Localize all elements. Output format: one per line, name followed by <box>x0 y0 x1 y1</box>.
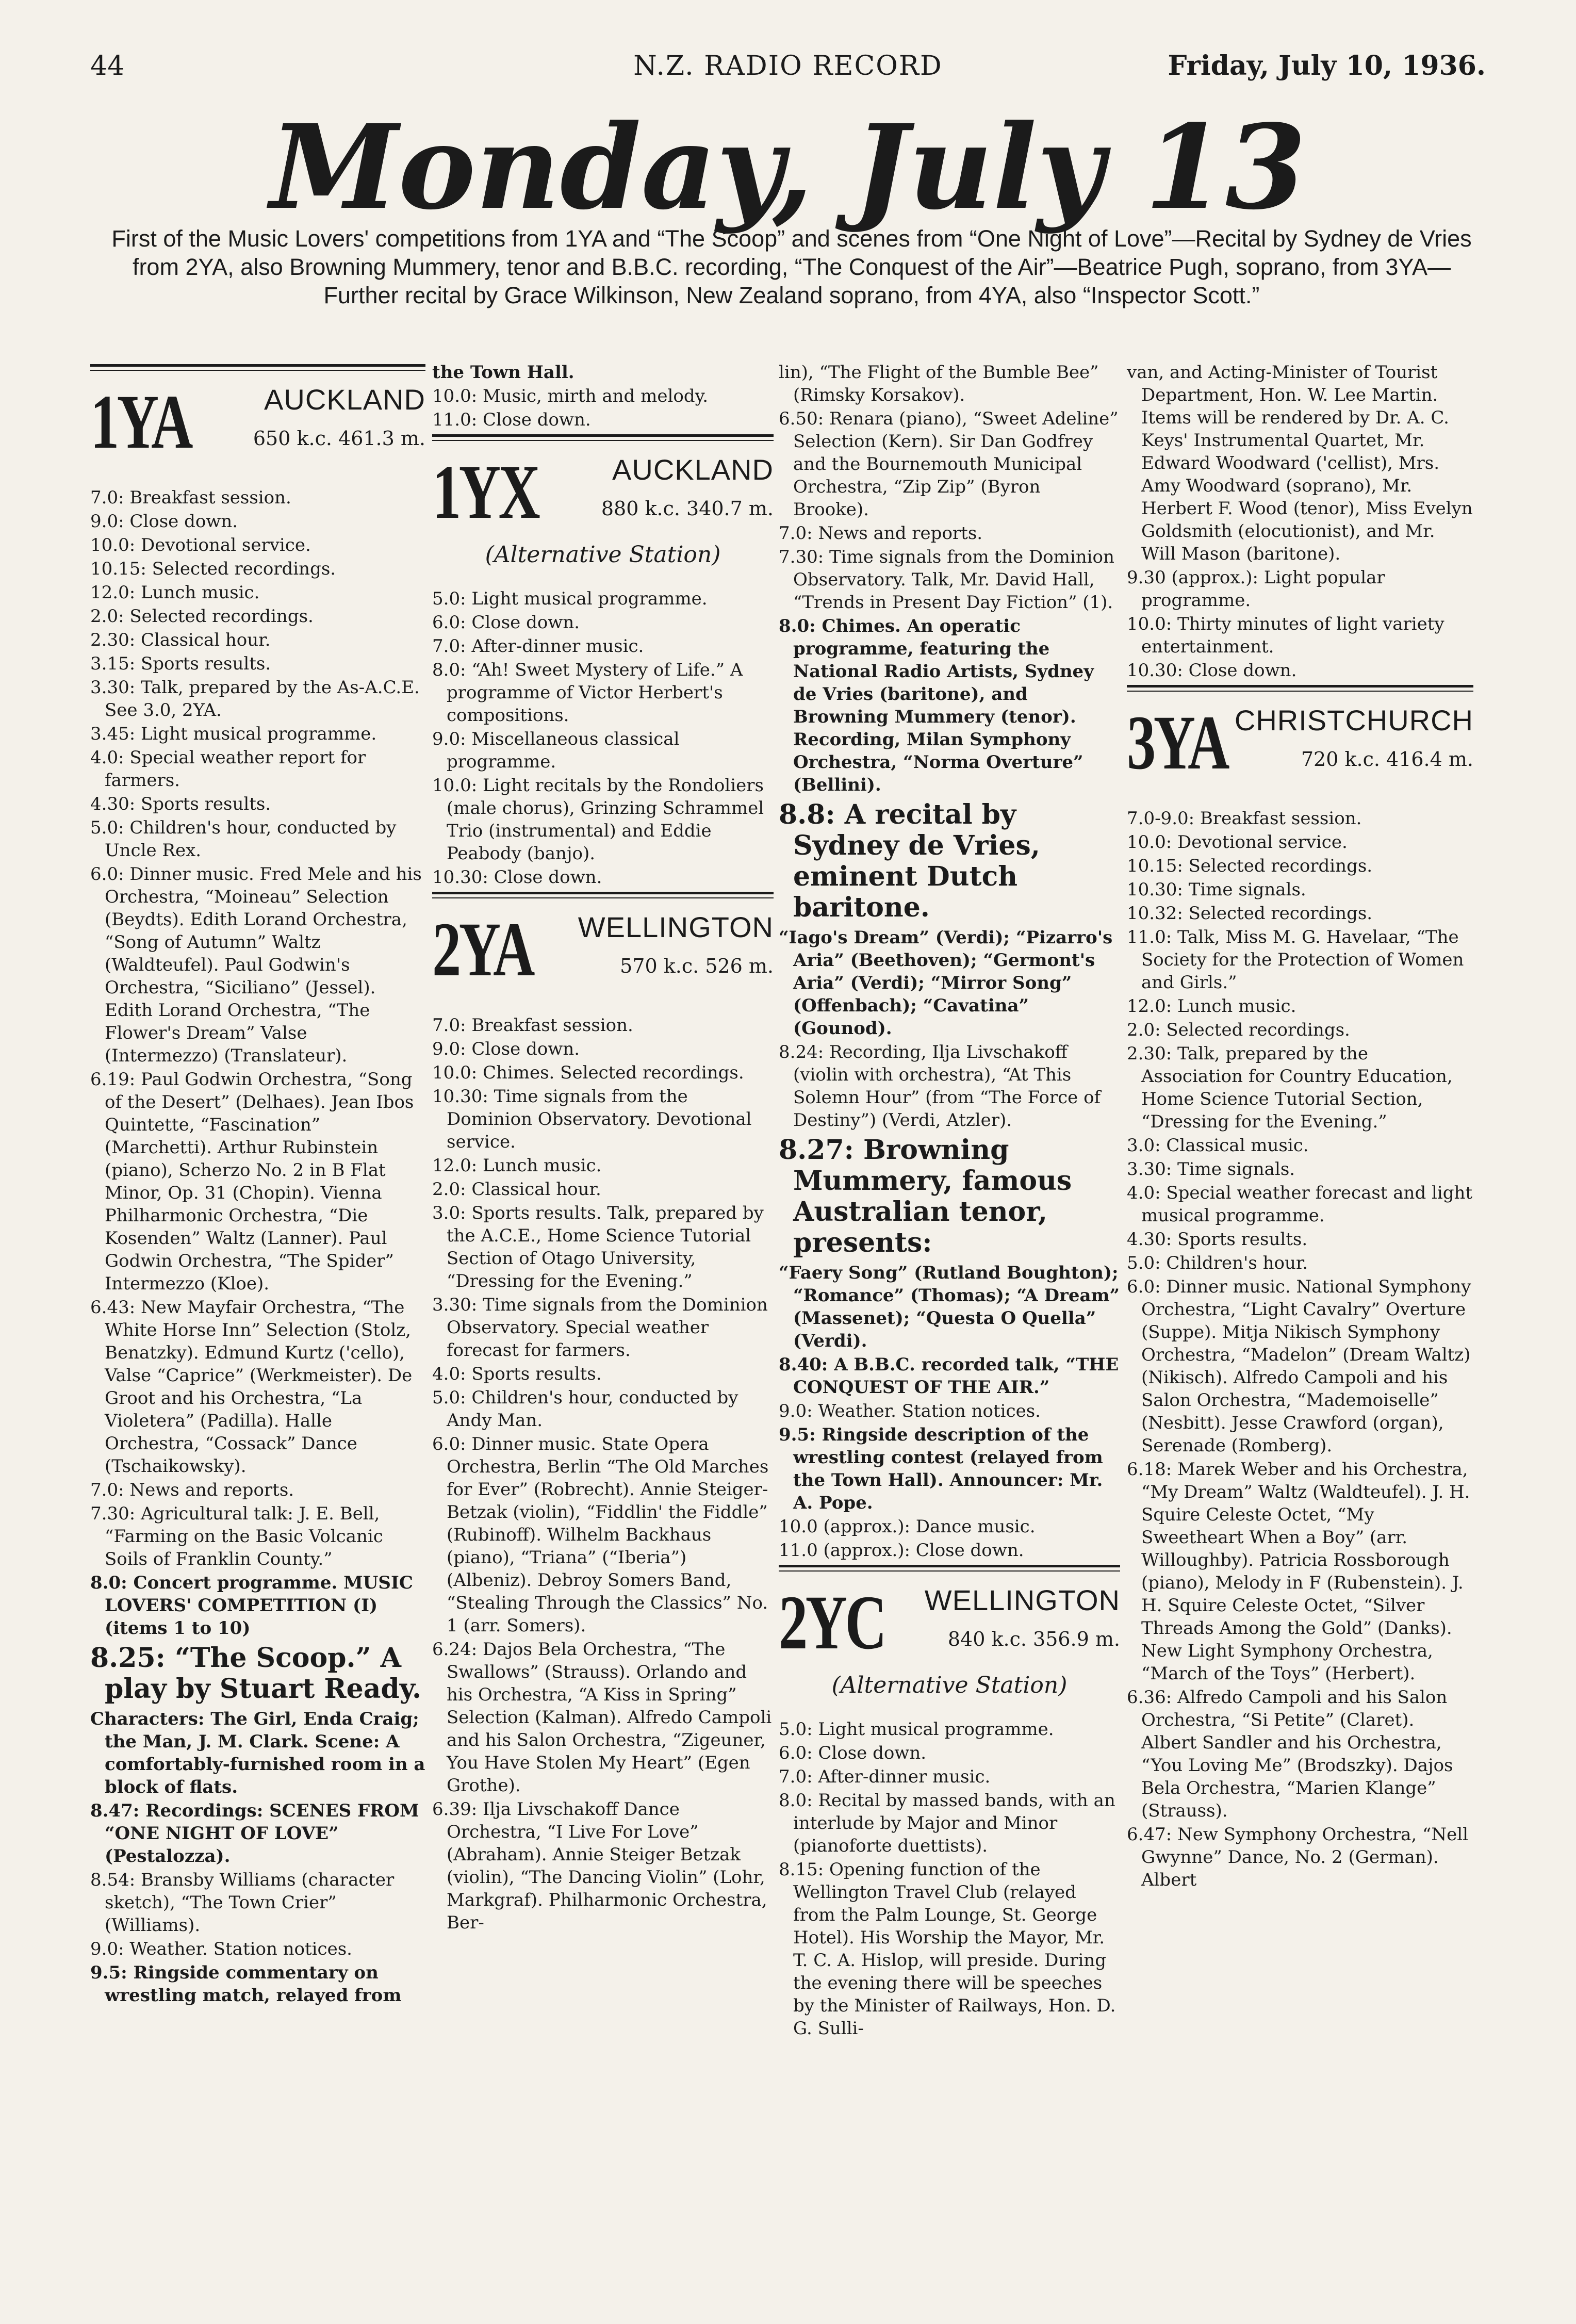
station-frequency: 840 k.c. 356.9 m. <box>947 1628 1120 1650</box>
programme-item: 7.0: Breakfast session. <box>90 487 291 508</box>
programme-item: 8.40: A B.B.C. recorded talk, “THE CONQUEST OF THE AIR.” <box>779 1354 1119 1398</box>
issue-date: Friday, July 10, 1936. <box>1168 50 1486 81</box>
programme-item: 9.0: Weather. Station notices. <box>90 1939 352 1959</box>
programme-item: 7.0-9.0: Breakfast session. <box>1127 808 1362 829</box>
programme-highlight: 8.25: “The Scoop.” A play by Stuart Ready. <box>90 1642 422 1705</box>
programme-item: 8.0: Recital by massed bands, with an interlude by Major and Minor (pianoforte duettists). <box>779 1790 1115 1856</box>
programme-list-3ya <box>1127 807 1473 1891</box>
programme-item: van, and Acting-Minister of Tourist Department, Hon. W. Lee Martin. Items will be rendered by Dr. A. C. Keys' Instrumental Quartet, Mr. Edward Woodward ('cellist), Mrs. Amy Woodward (soprano), Mr. Herbert F. Wood (tenor), Miss Evelyn Goldsmith (elocutionist), and Mr. Will Mason (baritone). <box>1127 362 1473 564</box>
programme-item: 4.0: Special weather report for farmers. <box>90 747 366 791</box>
station-header-3ya <box>1127 699 1473 787</box>
programme-item: 7.30: Agricultural talk: J. E. Bell, “Farming on the Basic Volcanic Soils of Franklin County.” <box>90 1503 383 1569</box>
alternative-station-label: (Alternative Station) <box>831 1672 1068 1698</box>
programme-item: Characters: The Girl, Enda Craig; the Man, J. M. Clark. Scene: A comfortably-furnished room in a block of flats. <box>90 1709 425 1797</box>
programme-item: 3.45: Light musical programme. <box>90 724 377 744</box>
station-header-2ya <box>432 906 774 993</box>
programme-item: 7.0: News and reports. <box>90 1480 294 1500</box>
programme-item: 8.15: Opening function of the Wellington Travel Club (relayed from the Palm Lounge, St. George Hotel). His Worship the Mayor, Mr. T. C. A. Hislop, will preside. During the evening there will be speeches by the Minister of Railways, Hon. D. G. Sulli- <box>779 1859 1116 2039</box>
programme-item: 6.47: New Symphony Orchestra, “Nell Gwynne” Dance, No. 2 (German). Albert <box>1127 1824 1468 1890</box>
programme-item: 3.0: Classical music. <box>1127 1135 1309 1156</box>
station-call-sign: 1YA <box>90 379 191 465</box>
programme-item: 12.0: Lunch music. <box>432 1155 602 1176</box>
programme-item: 10.30: Time signals. <box>1127 879 1306 900</box>
programme-item: 8.24: Recording, Ilja Livschakoff (violin with orchestra), “At This Solemn Hour” (from “The Force of Destiny”) (Verdi, Atzler). <box>779 1042 1101 1131</box>
station-frequency: 650 k.c. 461.3 m. <box>253 427 425 450</box>
programme-item: 10.15: Selected recordings. <box>90 559 336 579</box>
programme-item: 9.0: Close down. <box>90 511 238 532</box>
programme-item: 6.0: Dinner music. Fred Mele and his Orchestra, “Moineau” Selection (Beydts). Edith Lorand Orchestra, “Song of Autumn” Waltz (Waldteufel). Paul Godwin's Orchestra, “Siciliano” (Jessel). Edith Lorand Orchestra, “The Flower's Dream” Valse (Intermezzo) (Translateur). <box>90 864 422 1066</box>
programme-item: 4.0: Special weather forecast and light musical programme. <box>1127 1183 1473 1226</box>
station-header-2yc <box>779 1579 1120 1697</box>
station-call-sign: 2YC <box>779 1580 885 1665</box>
column-1 <box>90 361 425 2008</box>
programme-item: 6.39: Ilja Livschakoff Dance Orchestra, “I Live For Love” (Abraham). Annie Steiger Betzak (violin), “The Dancing Violin” (Lohr, Markgraf). Philharmonic Orchestra, Ber- <box>432 1799 767 1933</box>
programme-item: 12.0: Lunch music. <box>90 582 260 603</box>
programme-item: 10.0: Thirty minutes of light variety entertainment. <box>1127 614 1444 657</box>
station-header-1ya <box>90 378 425 466</box>
station-rule <box>432 434 774 441</box>
station-rule <box>90 364 425 371</box>
programme-item: 2.30: Talk, prepared by the Association for Country Education, Home Science Tutorial Section, “Dressing for the Evening.” <box>1127 1043 1453 1132</box>
programme-item: 2.0: Classical hour. <box>432 1179 601 1200</box>
programme-highlight: 8.8: A recital by Sydney de Vries, eminent Dutch baritone. <box>779 799 1040 923</box>
programme-item: 7.0: After-dinner music. <box>779 1766 991 1787</box>
programme-item: 5.0: Light musical programme. <box>432 588 708 609</box>
station-frequency: 570 k.c. 526 m. <box>620 955 774 977</box>
station-header-1yx <box>432 448 774 567</box>
programme-item: 5.0: Children's hour. <box>1127 1253 1308 1273</box>
programme-item: 3.0: Sports results. Talk, prepared by the A.C.E., Home Science Tutorial Section of Otago University, “Dressing for the Evening.” <box>432 1203 764 1291</box>
programme-item: 4.0: Sports results. <box>432 1364 602 1384</box>
station-frequency: 720 k.c. 416.4 m. <box>1301 748 1473 771</box>
programme-item: 10.0: Chimes. Selected recordings. <box>432 1062 744 1083</box>
programme-item: 6.0: Dinner music. State Opera Orchestra, Berlin “The Old Marches for Ever” (Robrecht). Annie Steiger-Betzak (violin), “Fiddlin' the Fiddle” (Rubinoff). Wilhelm Backhaus (piano), “Triana” (“Iberia”) (Albeniz). Debroy Somers Band, “Stealing Through the Classics” No. 1 (arr. Somers). <box>432 1434 769 1636</box>
programme-item: 10.15: Selected recordings. <box>1127 856 1373 876</box>
programme-item: “Iago's Dream” (Verdi); “Pizarro's Aria” (Beethoven); “Germont's Aria” (Verdi); “Mirror Song” (Offenbach); “Cavatina” (Gounod). <box>779 927 1113 1039</box>
programme-item: 6.50: Renara (piano), “Sweet Adeline” Selection (Kern). Sir Dan Godfrey and the Bournemouth Municipal Orchestra, “Zip Zip” (Byron Brooke). <box>779 408 1119 520</box>
programme-item: 12.0: Lunch music. <box>1127 996 1296 1017</box>
programme-list-2yc <box>779 1718 1120 2040</box>
programme-item: 6.36: Alfredo Campoli and his Salon Orchestra, “Si Petite” (Claret). Albert Sandler and his Orchestra, “You Loving Me” (Brodszky). Dajos Bela Orchestra, “Marien Klange” (Strauss). <box>1127 1687 1453 1821</box>
programme-item: 7.0: Breakfast session. <box>432 1015 633 1036</box>
programme-item: 2.0: Selected recordings. <box>1127 1020 1350 1040</box>
station-frequency: 880 k.c. 340.7 m. <box>601 497 774 520</box>
publication-name: N.Z. RADIO RECORD <box>633 51 943 81</box>
programme-item: 8.0: Concert programme. MUSIC LOVERS' COMPETITION (I) (items 1 to 10) <box>90 1573 413 1639</box>
station-rule <box>779 1565 1120 1572</box>
programme-item: 9.5: Ringside commentary on wrestling match, relayed from <box>90 1962 402 2006</box>
programme-item: 4.30: Sports results. <box>90 794 271 814</box>
programme-item: 10.30: Time signals from the Dominion Observatory. Devotional service. <box>432 1086 752 1152</box>
station-rule <box>432 892 774 898</box>
programme-item: 2.0: Selected recordings. <box>90 606 314 627</box>
programme-item: 6.18: Marek Weber and his Orchestra, “My Dream” Waltz (Waldteufel). J. H. Squire Celeste Octet, “My Sweetheart When a Boy” (arr. Willoughby). Patricia Rossborough (piano), Melody in F (Rubenstein). J. H. Squire Celeste Octet, “Silver Threads Among the Gold” (Danks). New Light Symphony Orchestra, “March of the Toys” (Herbert). <box>1127 1459 1470 1684</box>
page-number: 44 <box>90 51 125 81</box>
programme-list-2ya-continued <box>779 361 1120 1562</box>
programme-item: 10.0: Devotional service. <box>90 535 311 555</box>
station-call-sign: 1YX <box>432 449 538 535</box>
station-city: WELLINGTON <box>578 911 774 943</box>
station-city: AUCKLAND <box>612 453 774 486</box>
programme-item: 9.5: Ringside description of the wrestling contest (relayed from the Town Hall). Announcer: Mr. A. Pope. <box>779 1425 1103 1513</box>
station-rule <box>1127 685 1473 692</box>
programme-item: 10.32: Selected recordings. <box>1127 903 1373 924</box>
programme-item: 9.0: Miscellaneous classical programme. <box>432 729 680 772</box>
column-4 <box>1127 361 1473 1892</box>
programme-item: the Town Hall. <box>432 362 574 383</box>
programme-item: 11.0: Close down. <box>432 410 591 430</box>
column-3 <box>779 361 1120 2041</box>
programme-item: 9.0: Weather. Station notices. <box>779 1401 1041 1421</box>
programme-item: 6.0: Close down. <box>779 1743 927 1763</box>
programme-item: 8.54: Bransby Williams (character sketch), “The Town Crier” (Williams). <box>90 1870 395 1936</box>
programme-item: 8.0: “Ah! Sweet Mystery of Life.” A programme of Victor Herbert's compositions. <box>432 660 743 726</box>
station-city: AUCKLAND <box>264 383 425 416</box>
programme-item: lin), “The Flight of the Bumble Bee” (Rimsky Korsakov). <box>779 362 1099 405</box>
programme-list-1yx <box>432 587 774 889</box>
programme-highlight: 8.27: Browning Mummery, famous Australian tenor, presents: <box>779 1134 1072 1258</box>
station-city: WELLINGTON <box>924 1584 1120 1616</box>
station-call-sign: 3YA <box>1127 700 1227 785</box>
programme-item: 9.0: Close down. <box>432 1039 580 1059</box>
programme-item: 6.0: Close down. <box>432 612 580 633</box>
programme-item: 10.0: Devotional service. <box>1127 832 1348 853</box>
programme-item: 4.30: Sports results. <box>1127 1229 1308 1250</box>
programme-item: 10.30: Close down. <box>432 867 602 888</box>
programme-list-2ya <box>432 1014 774 1934</box>
page-title: Monday, July 13 <box>270 100 1306 236</box>
programme-item: 7.30: Time signals from the Dominion Observatory. Talk, Mr. David Hall, “Trends in Present Day Fiction” (1). <box>779 547 1114 613</box>
programme-item: 9.30 (approx.): Light popular programme. <box>1127 567 1385 611</box>
programme-item: 10.0 (approx.): Dance music. <box>779 1516 1036 1537</box>
programme-item: 5.0: Children's hour, conducted by Andy Man. <box>432 1387 738 1431</box>
programme-item: 6.43: New Mayfair Orchestra, “The White Horse Inn” Selection (Stolz, Benatzky). Edmund Kurtz ('cello), Valse “Caprice” (Werkmeister). De Groot and his Orchestra, “La Violetera” (Padilla). Halle Orchestra, “Cossack” Dance (Tschaikowsky). <box>90 1297 413 1477</box>
programme-item: 3.30: Talk, prepared by the As-A.C.E. See 3.0, 2YA. <box>90 677 420 721</box>
programme-item: 8.47: Recordings: SCENES FROM “ONE NIGHT OF LOVE” (Pestalozza). <box>90 1801 419 1867</box>
programme-item: 7.0: News and reports. <box>779 523 983 544</box>
programme-item: 6.24: Dajos Bela Orchestra, “The Swallows” (Strauss). Orlando and his Orchestra, “A Kiss in Spring” Selection (Kalman). Alfredo Campoli and his Salon Orchestra, “Zigeuner, You Have Stolen My Heart” (Egen Grothe). <box>432 1639 772 1796</box>
programme-item: “Faery Song” (Rutland Boughton); “Romance” (Thomas); “A Dream” (Massenet); “Questa O Quella” (Verdi). <box>779 1263 1120 1351</box>
programme-item: 6.0: Dinner music. National Symphony Orchestra, “Light Cavalry” Overture (Suppe). Mitja Nikisch Symphony Orchestra, “Madelon” (Dream Waltz) (Nikisch). Alfredo Campoli and his Salon Orchestra, “Mademoiselle” (Nesbitt). Jesse Crawford (organ), Serenade (Romberg). <box>1127 1276 1471 1456</box>
programme-item: 5.0: Children's hour, conducted by Uncle Rex. <box>90 817 397 861</box>
station-call-sign: 2YA <box>432 907 533 992</box>
programme-item: 3.30: Time signals from the Dominion Observatory. Special weather forecast for farmers. <box>432 1295 768 1361</box>
programme-item: 10.30: Close down. <box>1127 660 1297 681</box>
programme-item: 10.0: Music, mirth and melody. <box>432 386 709 406</box>
programme-item: 6.19: Paul Godwin Orchestra, “Song of the Desert” (Delhaes). Jean Ibos Quintette, “Fascination” (Marchetti). Arthur Rubinstein (piano), Scherzo No. 2 in B Flat Minor, Op. 31 (Chopin). Vienna Philharmonic Orchestra, “Die Kosenden” Waltz (Lanner). Paul Godwin Orchestra, “The Spider” Intermezzo (Kloe). <box>90 1069 414 1294</box>
programme-item: 3.30: Time signals. <box>1127 1159 1295 1180</box>
alternative-station-label: (Alternative Station) <box>485 542 721 568</box>
programme-item: 10.0: Light recitals by the Rondoliers (male chorus), Grinzing Schrammel Trio (instrumental) and Eddie Peabody (banjo). <box>432 775 764 864</box>
programme-item: 7.0: After-dinner music. <box>432 636 644 657</box>
programme-list-1ya-continued <box>432 361 774 431</box>
lead-summary: First of the Music Lovers' competitions from 1YA and “The Scoop” and scenes from “One Night of Love”—Recital by Sydney de Vries from 2YA, also Browning Mummery, tenor and B.B.C. recording, “The Conquest of the Air”—Beatrice Pugh, soprano, from 3YA—Further recital by Grace Wilkinson, New Zealand soprano, from 4YA, also “Inspector Scott.” <box>111 225 1472 308</box>
programme-item: 3.15: Sports results. <box>90 653 271 674</box>
programme-item: 11.0: Talk, Miss M. G. Havelaar, “The Society for the Protection of Women and Girls.” <box>1127 927 1464 993</box>
programme-item: 5.0: Light musical programme. <box>779 1719 1054 1740</box>
column-2 <box>432 361 774 1935</box>
programme-item: 2.30: Classical hour. <box>90 630 271 650</box>
programme-list-1ya <box>90 486 425 2007</box>
programme-list-2yc-continued <box>1127 361 1473 682</box>
programme-item: 11.0 (approx.): Close down. <box>779 1540 1024 1561</box>
station-city: CHRISTCHURCH <box>1234 704 1473 737</box>
running-head <box>90 45 1486 87</box>
programme-item: 8.0: Chimes. An operatic programme, featuring the National Radio Artists, Sydney de Vries (baritone), and Browning Mummery (tenor). Recording, Milan Symphony Orchestra, “Norma Overture” (Bellini). <box>779 616 1094 795</box>
